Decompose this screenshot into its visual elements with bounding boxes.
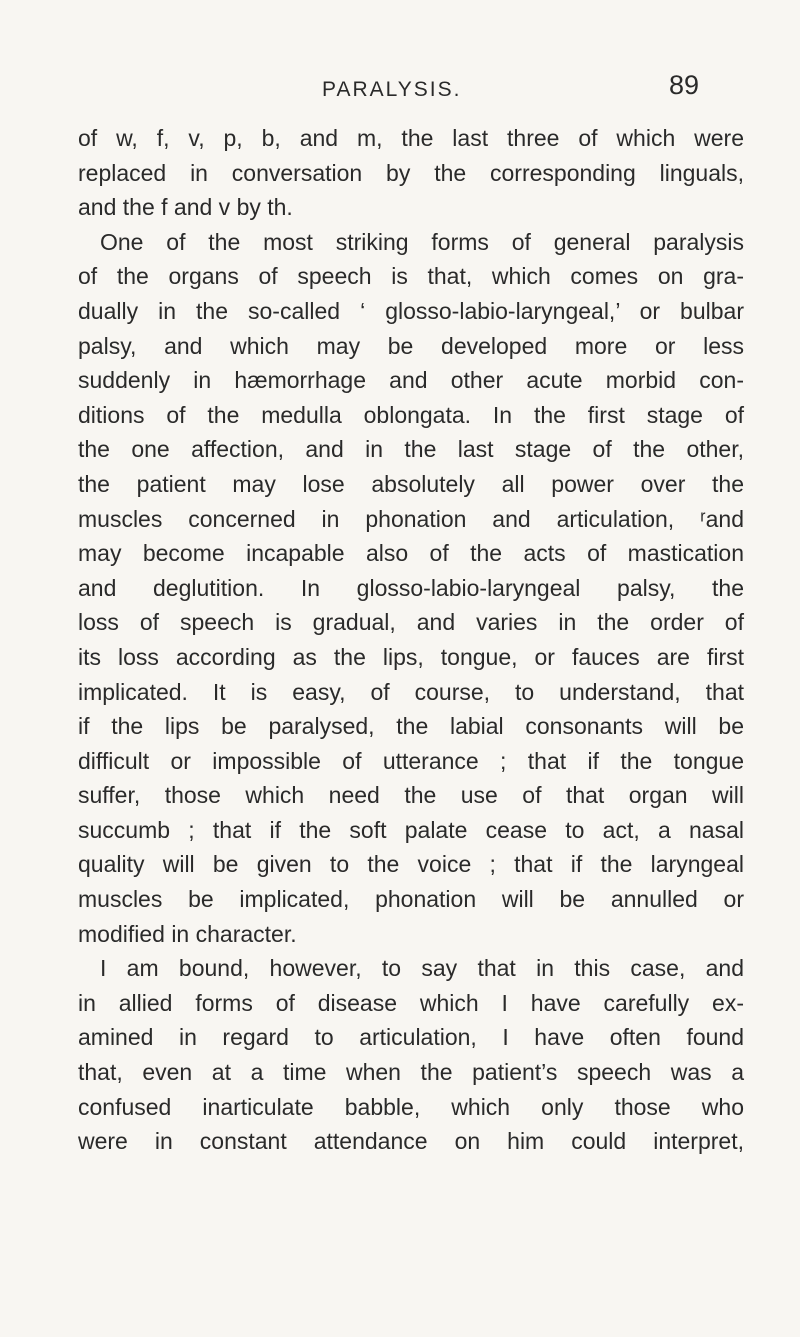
running-head-title: PARALYSIS. bbox=[322, 78, 462, 101]
text-line: palsy, and which may be developed more or less bbox=[78, 332, 744, 359]
text-line: succumb ; that if the soft palate cease to act, a nasal bbox=[78, 816, 744, 843]
page-number: 89 bbox=[669, 70, 700, 100]
text-line: of w, f, v, p, b, and m, the last three of which were bbox=[78, 125, 744, 151]
text-line: the one affection, and in the last stage of the other, bbox=[78, 436, 744, 463]
text-line: loss of speech is gradual, and varies in the order of bbox=[78, 609, 744, 636]
text-line: and the f and v by th. bbox=[78, 194, 293, 221]
paragraph bbox=[78, 121, 744, 225]
text-line: suddenly in hæmorrhage and other acute morbid con- bbox=[78, 367, 744, 394]
text-line: implicated. It is easy, of course, to understand, that bbox=[78, 678, 744, 705]
paragraph bbox=[78, 951, 744, 1159]
text-line: confused inarticulate babble, which only those who bbox=[78, 1093, 744, 1120]
text-line: may become incapable also of the acts of mastication bbox=[78, 540, 744, 567]
text-line: if the lips be paralysed, the labial consonants will be bbox=[78, 713, 744, 740]
text-line: that, even at a time when the patient’s speech was a bbox=[78, 1059, 744, 1086]
text-line: the patient may lose absolutely all power over the bbox=[78, 470, 744, 497]
text-line: replaced in conversation by the corresponding linguals, bbox=[78, 159, 744, 186]
text-line: of the organs of speech is that, which comes on gra- bbox=[78, 263, 744, 290]
text-line: muscles concerned in phonation and articulation, ʳand bbox=[78, 505, 744, 532]
text-line: were in constant attendance on him could interpret, bbox=[78, 1128, 744, 1155]
paragraph bbox=[78, 225, 744, 951]
body-text bbox=[78, 121, 744, 1159]
text-line: in allied forms of disease which I have carefully ex- bbox=[78, 989, 744, 1016]
text-line: dually in the so-called ‘ glosso-labio-laryngeal,’ or bulbar bbox=[78, 297, 744, 324]
text-line: I am bound, however, to say that in this case, and bbox=[100, 955, 744, 982]
text-line: quality will be given to the voice ; that if the laryngeal bbox=[78, 851, 744, 878]
text-line: modified in character. bbox=[78, 920, 297, 947]
text-line: suffer, those which need the use of that organ will bbox=[78, 782, 744, 809]
text-line: ditions of the medulla oblongata. In the first stage of bbox=[78, 401, 744, 428]
text-line: and deglutition. In glosso-labio-laryngeal palsy, the bbox=[78, 574, 744, 601]
text-line: One of the most striking forms of general paralysis bbox=[100, 228, 744, 255]
text-line: difficult or impossible of utterance ; that if the tongue bbox=[78, 747, 744, 774]
text-line: amined in regard to articulation, I have often found bbox=[78, 1024, 744, 1051]
running-head bbox=[0, 68, 800, 108]
text-line: muscles be implicated, phonation will be annulled or bbox=[78, 886, 744, 913]
text-line: its loss according as the lips, tongue, or fauces are first bbox=[78, 643, 744, 670]
